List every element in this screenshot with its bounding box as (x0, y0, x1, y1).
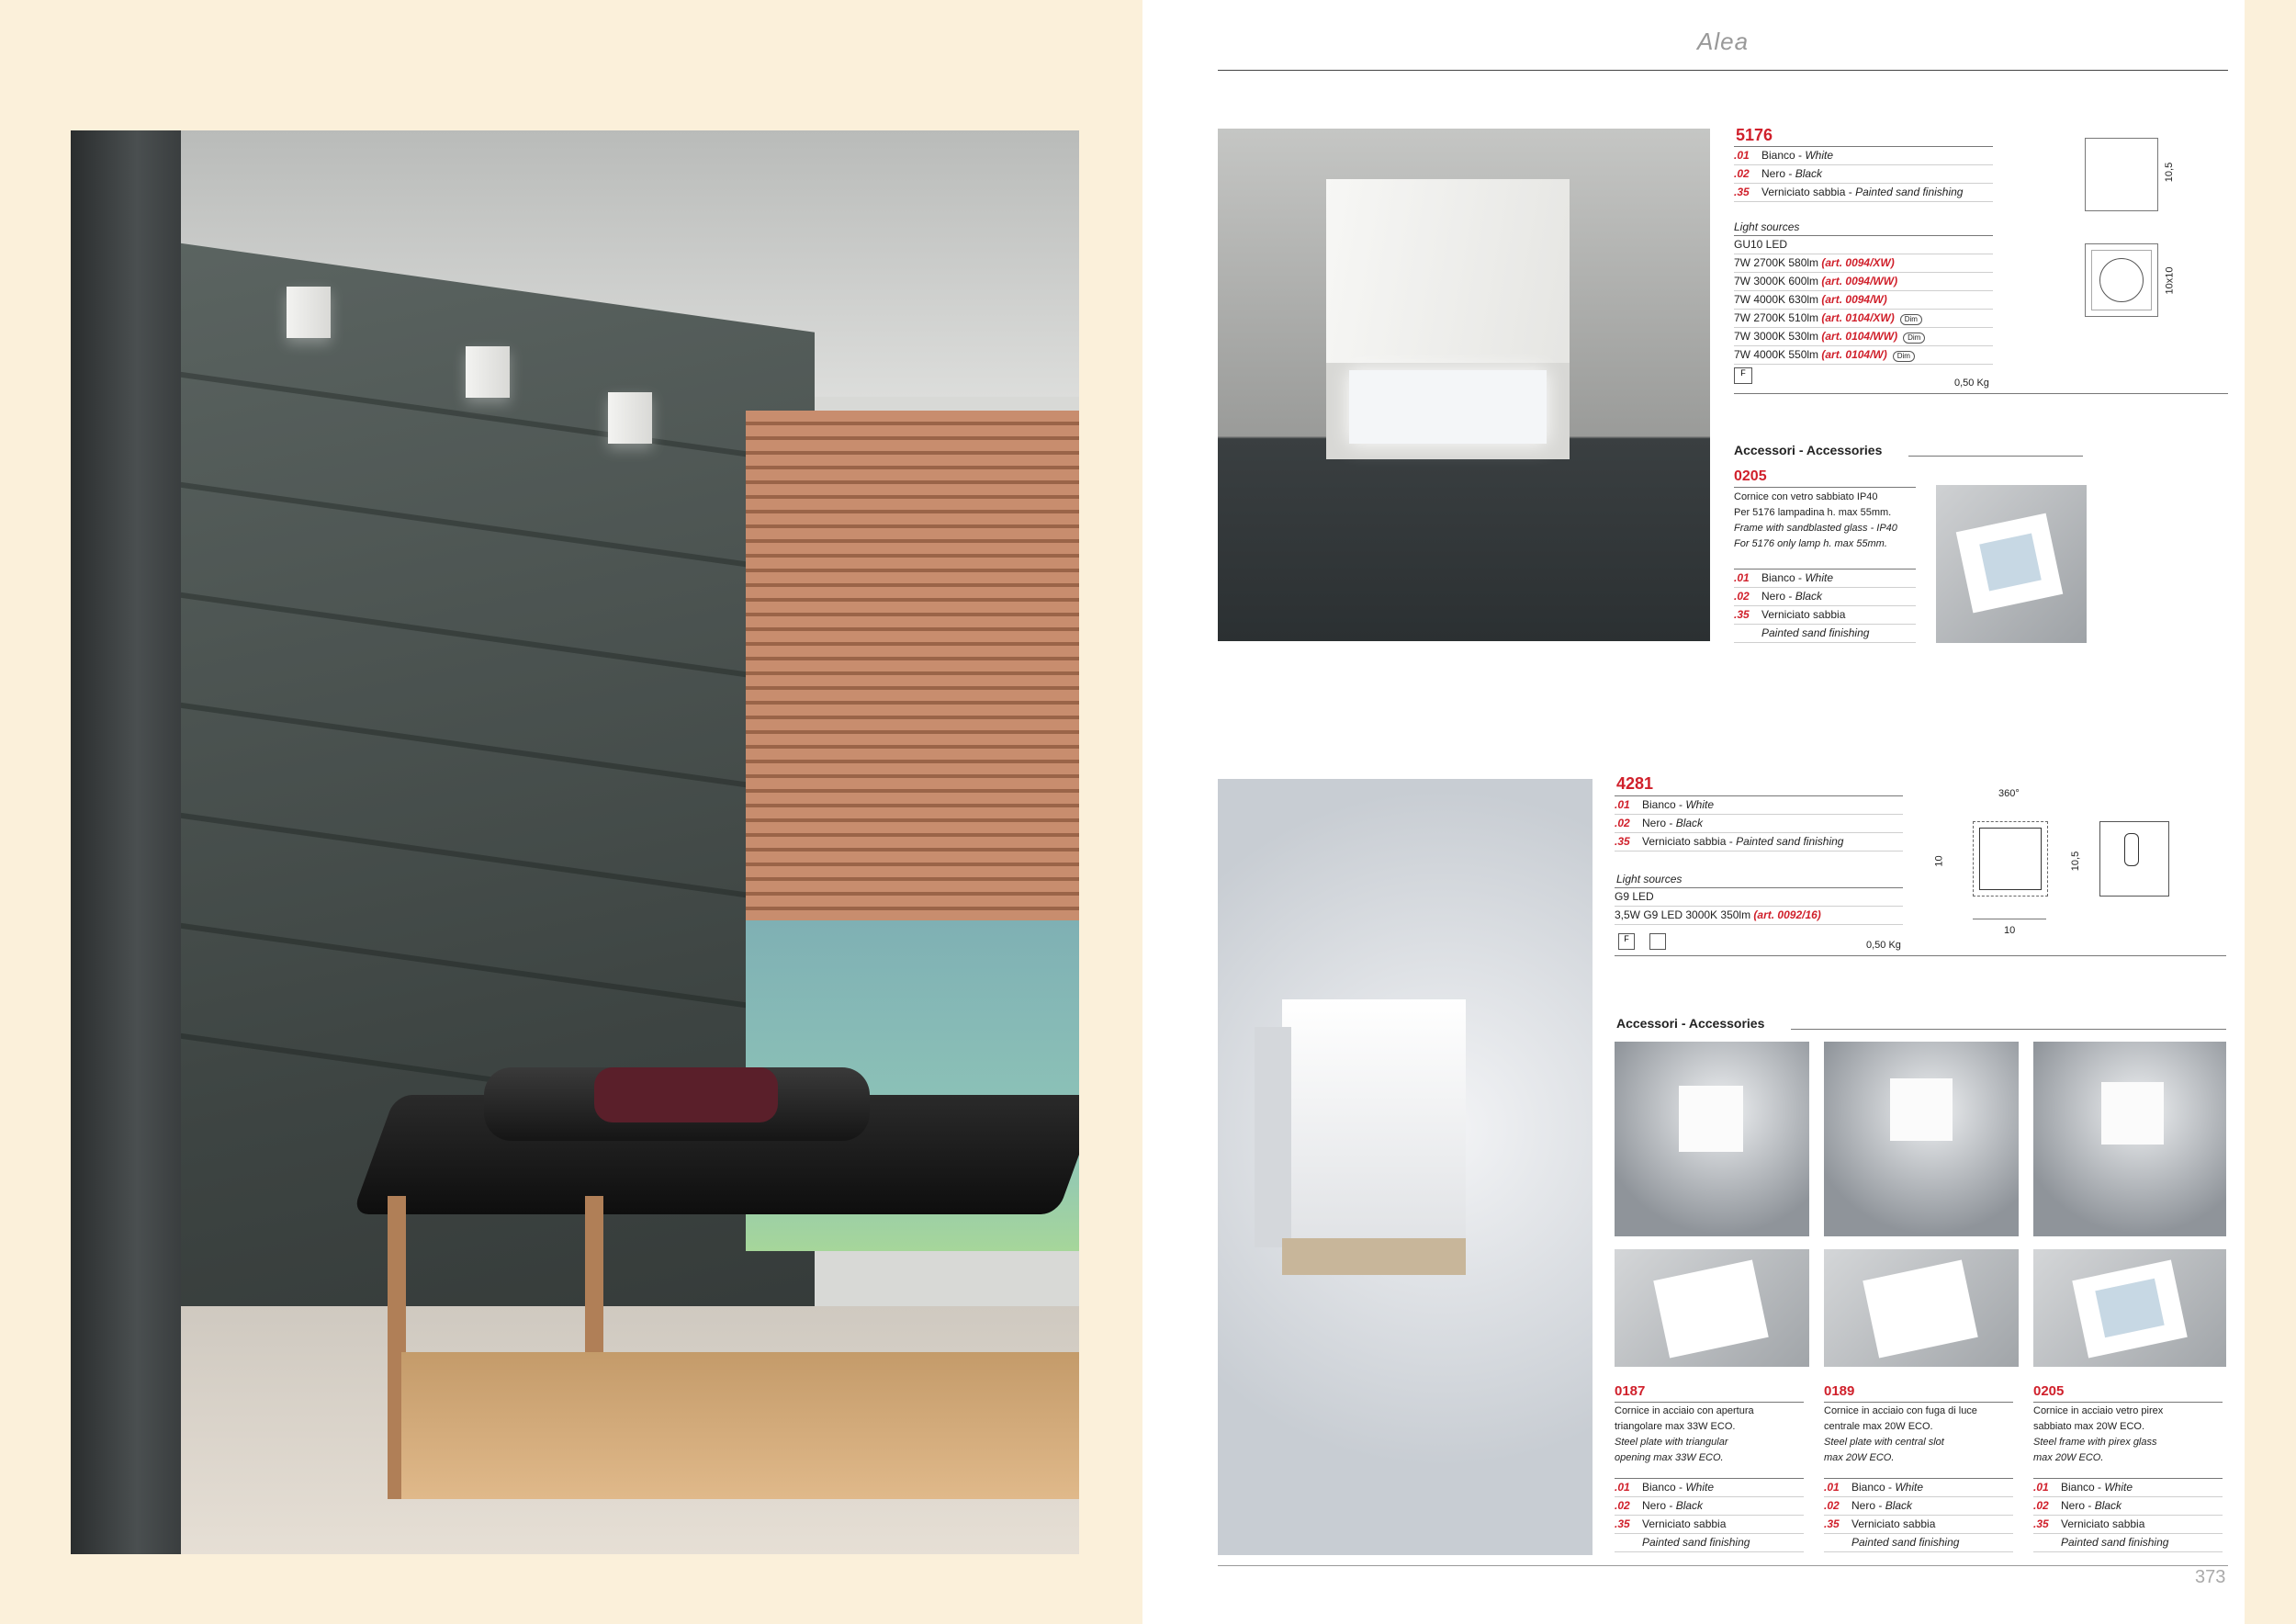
dim-height: 10,5 (2070, 851, 2082, 872)
finish-row: .01 Bianco - White (1824, 1479, 2013, 1497)
dim-badge: Dim (1900, 314, 1922, 325)
rule (1791, 1029, 2226, 1030)
weight: 0,50 Kg (1866, 940, 1901, 951)
source-type: G9 LED (1615, 888, 1903, 907)
dim-angle: 360° (1998, 788, 2020, 799)
accessory-0187-lit-photo (1615, 1042, 1809, 1236)
finish-row: .02 Nero - Black (1824, 1497, 2013, 1516)
rule (1734, 487, 1916, 488)
cube-lamp-icon (287, 287, 331, 338)
source-type: GU10 LED (1734, 236, 1993, 254)
weight: 0,50 Kg (1954, 378, 1989, 389)
dim-badge: Dim (1893, 351, 1915, 362)
accessory-0189-lit-photo (1824, 1042, 2019, 1236)
accessory-code: 0189 (1824, 1383, 1855, 1399)
towel (594, 1067, 778, 1122)
cube-bottom (1326, 363, 1570, 459)
finish-list (1734, 570, 1916, 643)
source-row: 7W 3000K 600lm (art. 0094/WW) (1734, 273, 1993, 291)
accessory-0205-plate-photo (2033, 1249, 2226, 1367)
finish-row: .35 Verniciato sabbia - Painted sand finishing (1615, 833, 1903, 851)
finish-row: .35 Verniciato sabbia (1824, 1516, 2013, 1534)
f-class-icon: F (1734, 367, 1752, 384)
accessories-heading: Accessori - Accessories (1734, 443, 1883, 457)
accessory-0187-plate-photo (1615, 1249, 1809, 1367)
class-ii-icon (1649, 933, 1666, 950)
product-code: 5176 (1736, 126, 1773, 144)
finish-row: Painted sand finishing (1615, 1534, 1804, 1552)
accessory-desc: Cornice con vetro sabbiato IP40 Per 5176 lampadina h. max 55mm. Frame with sandblasted glass - IP40 For 5176 only lamp h. max 55mm. (1734, 491, 1897, 549)
accessory-code: 0187 (1615, 1383, 1646, 1399)
product-code: 4281 (1616, 774, 1654, 793)
header-rule (1218, 70, 2228, 71)
finish-row: .35 Verniciato sabbia (1734, 606, 1916, 625)
finish-row: .02 Nero - Black (1734, 588, 1916, 606)
footer-rule (1218, 1565, 2228, 1566)
accessory-code: 0205 (2033, 1383, 2065, 1399)
finish-row: Painted sand finishing (1824, 1534, 2013, 1552)
cube-lamp-icon (608, 392, 652, 444)
accessory-0205-photo (1936, 485, 2087, 643)
bottom-view-drawing (2085, 243, 2158, 317)
finish-row: .02 Nero - Black (1734, 165, 1993, 184)
curtain (71, 130, 181, 1554)
top-view-drawing (1973, 821, 2048, 897)
dim-size: 10x10 (2164, 266, 2176, 295)
finish-row: Painted sand finishing (2033, 1534, 2223, 1552)
accessories-heading: Accessori - Accessories (1616, 1016, 1765, 1031)
finish-row: .01 Bianco - White (2033, 1479, 2223, 1497)
light-sources-label: Light sources (1734, 220, 1800, 233)
dim-badge: Dim (1903, 333, 1925, 344)
finish-row: .35 Verniciato sabbia - Painted sand finishing (1734, 184, 1993, 202)
rule (1734, 393, 2228, 394)
page-title: Alea (1697, 28, 1750, 55)
rule (1615, 955, 2226, 956)
sources-list (1615, 888, 1903, 925)
accessory-0205-lit-photo (2033, 1042, 2226, 1236)
accessory-desc: Cornice in acciaio vetro pirex sabbiato max 20W ECO. Steel frame with pirex glass max 20W ECO. (2033, 1405, 2164, 1463)
source-row: 3,5W G9 LED 3000K 350lm (art. 0092/16) (1615, 907, 1903, 925)
source-row: 7W 2700K 510lm (art. 0104/XW) Dim (1734, 310, 1993, 328)
finish-row: Painted sand finishing (1734, 625, 1916, 643)
finish-list (2033, 1479, 2223, 1552)
finish-list (1615, 1479, 1804, 1552)
page-edge (2245, 0, 2296, 1624)
bench-shelf (401, 1352, 1079, 1499)
finish-list (1734, 147, 1993, 202)
dim-height: 10,5 (2164, 162, 2176, 183)
finish-row: .02 Nero - Black (2033, 1497, 2223, 1516)
product-4281-photo (1218, 779, 1593, 1555)
finish-row: .35 Verniciato sabbia (1615, 1516, 1804, 1534)
finish-row: .02 Nero - Black (1615, 815, 1903, 833)
source-row: 7W 3000K 530lm (art. 0104/WW) Dim (1734, 328, 1993, 346)
finish-row: .01 Bianco - White (1615, 1479, 1804, 1497)
source-row: 7W 2700K 580lm (art. 0094/XW) (1734, 254, 1993, 273)
finish-row: .01 Bianco - White (1734, 147, 1993, 165)
wall-cube (1282, 999, 1466, 1247)
f-class-icon: F (1618, 933, 1635, 950)
rule (1908, 456, 2083, 457)
finish-row: .02 Nero - Black (1615, 1497, 1804, 1516)
source-row: 7W 4000K 630lm (art. 0094/W) (1734, 291, 1993, 310)
product-5176-photo (1218, 129, 1710, 641)
light-sources-label: Light sources (1616, 873, 1683, 885)
cube-lamp-icon (466, 346, 510, 398)
accessory-desc: Cornice in acciaio con apertura triangolare max 33W ECO. Steel plate with triangular opening max 33W ECO. (1615, 1405, 1754, 1463)
finish-row: .01 Bianco - White (1615, 796, 1903, 815)
finish-list (1615, 796, 1903, 851)
light-diffuser (1349, 370, 1547, 444)
finish-row: .35 Verniciato sabbia (2033, 1516, 2223, 1534)
side-view-drawing (2099, 821, 2169, 897)
finish-row: .01 Bianco - White (1734, 570, 1916, 588)
sources-list (1734, 236, 1993, 365)
accessory-code: 0205 (1734, 468, 1767, 484)
dim-depth: 10 (2004, 925, 2016, 936)
accessory-0189-plate-photo (1824, 1249, 2019, 1367)
dim-width: 10 (1933, 855, 1945, 867)
accessory-desc: Cornice in acciaio con fuga di luce centrale max 20W ECO. Steel plate with central slot max 20W ECO. (1824, 1405, 1977, 1463)
room-photo (71, 130, 1079, 1554)
finish-list (1824, 1479, 2013, 1552)
page-number: 373 (2195, 1567, 2226, 1587)
source-row: 7W 4000K 550lm (art. 0104/W) Dim (1734, 346, 1993, 365)
front-view-drawing (2085, 138, 2158, 211)
